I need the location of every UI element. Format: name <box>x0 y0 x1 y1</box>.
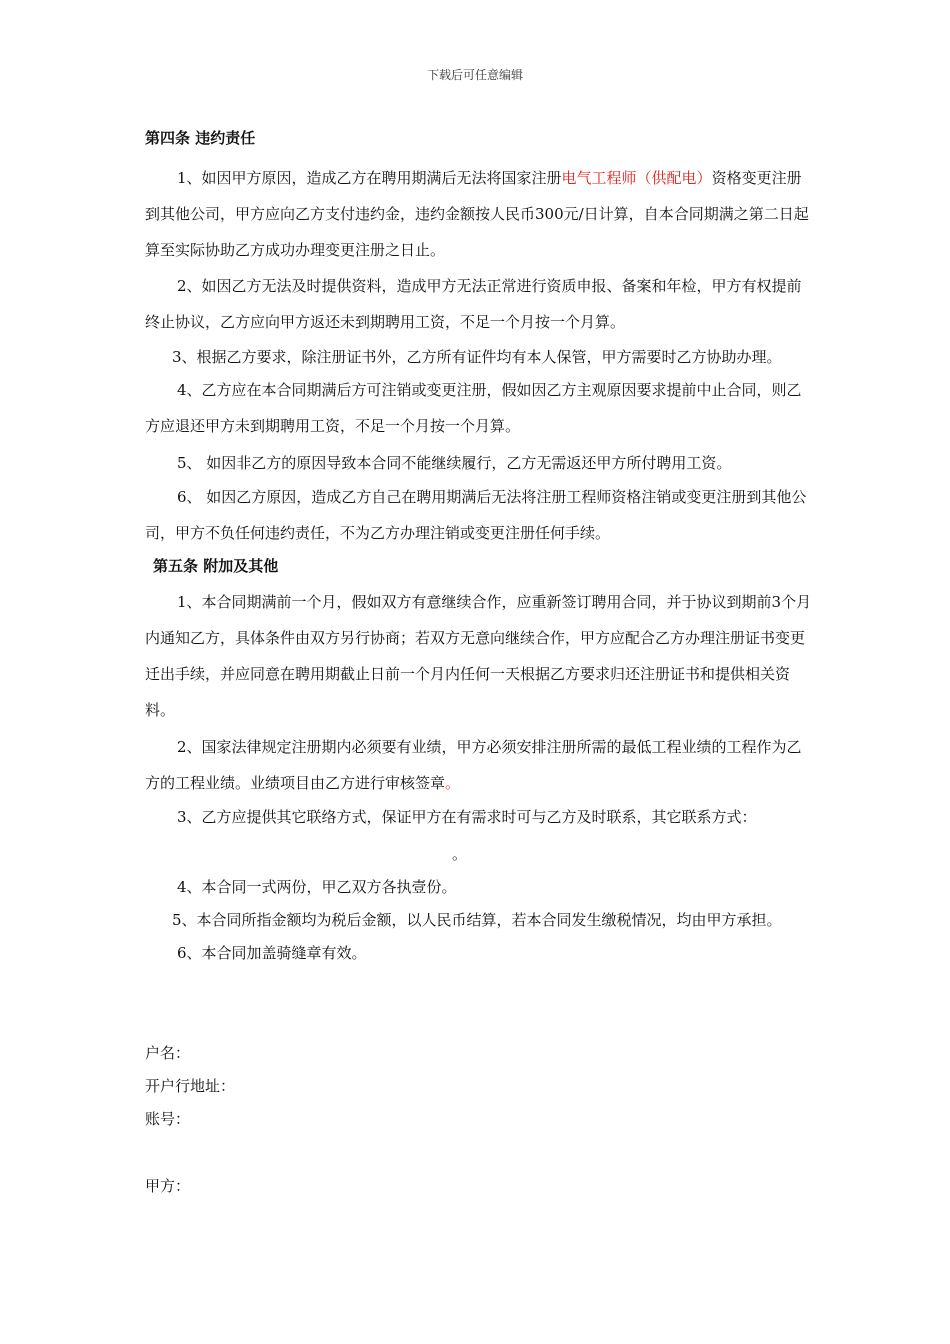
account-number-label: 账号： <box>145 1110 191 1128</box>
article-5-item-2 <box>145 729 815 801</box>
bank-address-label: 开户行地址： <box>145 1077 236 1095</box>
article-5-item-4: 4、本合同一式两份，甲乙双方各执壹份。 <box>177 878 457 896</box>
party-a-label: 甲方： <box>145 1177 191 1195</box>
item-1-highlight: 电气工程师（供配电） <box>561 169 712 187</box>
item-1-text-b: 资格变更注册到其他公司，甲方应向乙方支付违约金，违约金额按人民币300元/日计算，自本合同期满之第二日起算至实际协助乙方成功办理变更注册之日止。 <box>145 169 809 259</box>
article-4-item-1 <box>145 160 815 268</box>
item-2-text: 2、国家法律规定注册期内必须要有业绩，甲方必须安排注册所需的最低工程业绩的工程作为乙方的工程业绩。业绩项目由乙方进行审核签章 <box>145 738 802 792</box>
article-4-title: 第四条 违约责任 <box>145 129 256 147</box>
article-5-title: 第五条 附加及其他 <box>153 557 279 575</box>
article-5-item-3-end: 。 <box>452 845 468 863</box>
item-1-text-a: 1、如因甲方原因，造成乙方在聘用期满后无法将国家注册 <box>177 169 562 187</box>
article-5-item-5: 5、本合同所指金额均为税后金额，以人民币结算，若本合同发生缴税情况，均由甲方承担。 <box>172 911 782 929</box>
article-5-item-6: 6、本合同加盖骑缝章有效。 <box>177 944 367 962</box>
article-5-item-3: 3、乙方应提供其它联络方式，保证甲方在有需求时可与乙方及时联系，其它联系方式： <box>177 808 757 826</box>
article-4-item-3: 3、根据乙方要求，除注册证书外，乙方所有证件均有本人保管，甲方需要时乙方协助办理。 <box>172 348 782 366</box>
page-header-note: 下载后可任意编辑 <box>426 68 523 82</box>
article-4-item-5: 5、 如因非乙方的原因导致本合同不能继续履行，乙方无需返还甲方所付聘用工资。 <box>177 454 732 472</box>
article-4-item-4: 4、乙方应在本合同期满后方可注销或变更注册，假如因乙方主观原因要求提前中止合同，则乙方应退还甲方未到期聘用工资，不足一个月按一个月算。 <box>145 381 802 435</box>
article-4-item-6: 6、 如因乙方原因，造成乙方自己在聘用期满后无法将注册工程师资格注销或变更注册到其他公司，甲方不负任何违约责任，不为乙方办理注销或变更注册任何手续。 <box>145 488 807 542</box>
article-4-item-2: 2、如因乙方无法及时提供资料，造成甲方无法正常进行资质申报、备案和年检，甲方有权提前终止协议，乙方应向甲方返还未到期聘用工资，不足一个月按一个月算。 <box>145 277 802 331</box>
item-2-red-mark: 。 <box>445 774 461 792</box>
article-5-item-1: 1、本合同期满前一个月，假如双方有意继续合作，应重新签订聘用合同，并于协议到期前3个月内通知乙方，具体条件由双方另行协商；若双方无意向继续合作，甲方应配合乙方办理注册证书变更迁出手续，并应同意在聘用期截止日前一个月内任何一天根据乙方要求归还注册证书和提供相关资料。 <box>145 593 812 719</box>
account-name-label: 户名： <box>145 1044 191 1062</box>
